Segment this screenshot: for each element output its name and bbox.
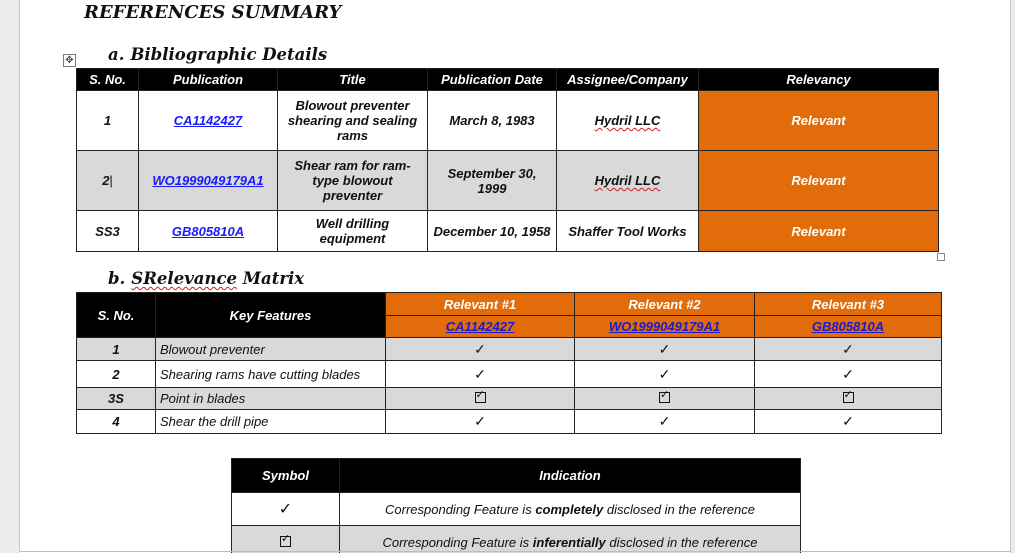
section-a-number: a. <box>108 45 125 64</box>
legend-text: disclosed in the reference <box>605 534 758 550</box>
header-assignee: Assignee/Company <box>557 69 699 91</box>
matrix-feature: Shear the drill pipe <box>156 410 386 434</box>
document-title: REFERENCES SUMMARY <box>84 2 342 23</box>
text-cursor: | <box>109 173 113 188</box>
legend-text: disclosed in the reference <box>603 501 755 517</box>
page-bottom-edge <box>20 551 1010 552</box>
table-row <box>77 338 942 361</box>
header-sno: S. No. <box>77 69 139 91</box>
box-check-icon <box>386 388 575 410</box>
publication-link-text[interactable]: GB805810A <box>171 223 245 239</box>
section-b-heading <box>108 269 304 288</box>
legend-indication <box>340 493 801 526</box>
table-row <box>77 211 939 252</box>
matrix-header-sno: S. No. <box>77 293 156 338</box>
publication-link[interactable] <box>139 151 278 211</box>
matrix-pub-link-text[interactable]: WO1999049179A1 <box>608 319 721 334</box>
table-row <box>77 388 942 410</box>
row-title: Shear ram for ram-type blowout preventer <box>278 151 428 211</box>
legend-header-symbol: Symbol <box>232 459 340 493</box>
header-relevancy: Relevancy <box>699 69 939 91</box>
header-title: Title <box>278 69 428 91</box>
check-icon: ✓ <box>575 410 755 434</box>
legend-header-indication: Indication <box>340 459 801 493</box>
matrix-header-relevant-2: Relevant #2 <box>575 293 755 316</box>
symbol-legend-table <box>231 458 801 553</box>
publication-link-text[interactable]: CA1142427 <box>173 113 243 128</box>
row-date: March 8, 1983 <box>428 91 557 151</box>
box-check-icon <box>575 388 755 410</box>
section-a-title: Bibliographic Details <box>130 45 328 64</box>
legend-bold-text: inferentially <box>532 534 606 550</box>
matrix-pub-link-1[interactable] <box>386 316 575 338</box>
header-publication: Publication <box>139 69 278 91</box>
matrix-pub-link-3[interactable] <box>755 316 942 338</box>
relevancy-cell: Relevant <box>699 151 939 211</box>
row-title: Well drilling equipment <box>278 211 428 252</box>
table-move-handle-icon[interactable]: ✥ <box>63 54 76 67</box>
row-sno-text: 2 <box>102 173 110 188</box>
matrix-pub-link-text[interactable]: CA1142427 <box>445 319 515 334</box>
check-icon: ✓ <box>755 338 942 361</box>
check-icon: ✓ <box>386 338 575 361</box>
check-icon: ✓ <box>386 361 575 388</box>
box-check-icon <box>755 388 942 410</box>
row-sno: SS3 <box>77 211 139 252</box>
row-assignee <box>557 91 699 151</box>
row-sno <box>77 151 139 211</box>
relevancy-cell: Relevant <box>699 211 939 252</box>
matrix-header-relevant-1: Relevant #1 <box>386 293 575 316</box>
row-title: Blowout preventer shearing and sealing rams <box>278 91 428 151</box>
section-b-title-rest: Matrix <box>237 269 305 288</box>
header-publication-date: Publication Date <box>428 69 557 91</box>
publication-link-text[interactable]: WO1999049179A1 <box>152 173 264 188</box>
check-icon: ✓ <box>386 410 575 434</box>
matrix-sno: 3S <box>77 388 156 410</box>
table-resize-handle[interactable] <box>937 253 945 261</box>
check-icon: ✓ <box>755 410 942 434</box>
table-row <box>77 361 942 388</box>
assignee-text: Hydril LLC <box>594 113 661 128</box>
matrix-header-features: Key Features <box>156 293 386 338</box>
row-assignee: Shaffer Tool Works <box>557 211 699 252</box>
bibliographic-table <box>76 68 939 252</box>
matrix-feature: Blowout preventer <box>156 338 386 361</box>
legend-row <box>232 526 801 553</box>
publication-link[interactable] <box>139 211 278 252</box>
section-b-number: b. <box>108 269 126 288</box>
check-icon: ✓ <box>232 493 340 526</box>
table-row <box>77 151 939 211</box>
matrix-feature: Shearing rams have cutting blades <box>156 361 386 388</box>
row-date: September 30, 1999 <box>428 151 557 211</box>
check-icon: ✓ <box>755 361 942 388</box>
matrix-sno: 4 <box>77 410 156 434</box>
legend-text: Corresponding Feature is <box>382 534 533 550</box>
check-icon: ✓ <box>575 361 755 388</box>
legend-indication <box>340 526 801 553</box>
row-date: December 10, 1958 <box>428 211 557 252</box>
relevancy-cell: Relevant <box>699 91 939 151</box>
legend-header-row <box>232 459 801 493</box>
legend-text: Corresponding Feature is <box>385 501 536 517</box>
legend-row <box>232 493 801 526</box>
matrix-feature: Point in blades <box>156 388 386 410</box>
document-page <box>19 0 1011 553</box>
matrix-sno: 1 <box>77 338 156 361</box>
matrix-header-row <box>77 293 942 316</box>
matrix-header-relevant-3: Relevant #3 <box>755 293 942 316</box>
table-row <box>77 91 939 151</box>
publication-link[interactable] <box>139 91 278 151</box>
row-assignee <box>557 151 699 211</box>
assignee-text: Hydril LLC <box>594 173 661 188</box>
matrix-pub-link-2[interactable] <box>575 316 755 338</box>
relevance-matrix-table <box>76 292 942 434</box>
table-row <box>77 410 942 434</box>
matrix-sno: 2 <box>77 361 156 388</box>
biblio-header-row <box>77 69 939 91</box>
row-sno: 1 <box>77 91 139 151</box>
check-icon: ✓ <box>575 338 755 361</box>
section-b-title-prefix: SRelevance <box>131 269 238 288</box>
section-a-heading <box>108 45 327 64</box>
matrix-pub-link-text[interactable]: GB805810A <box>811 319 885 334</box>
legend-bold-text: completely <box>535 501 604 517</box>
box-check-icon <box>232 526 340 553</box>
